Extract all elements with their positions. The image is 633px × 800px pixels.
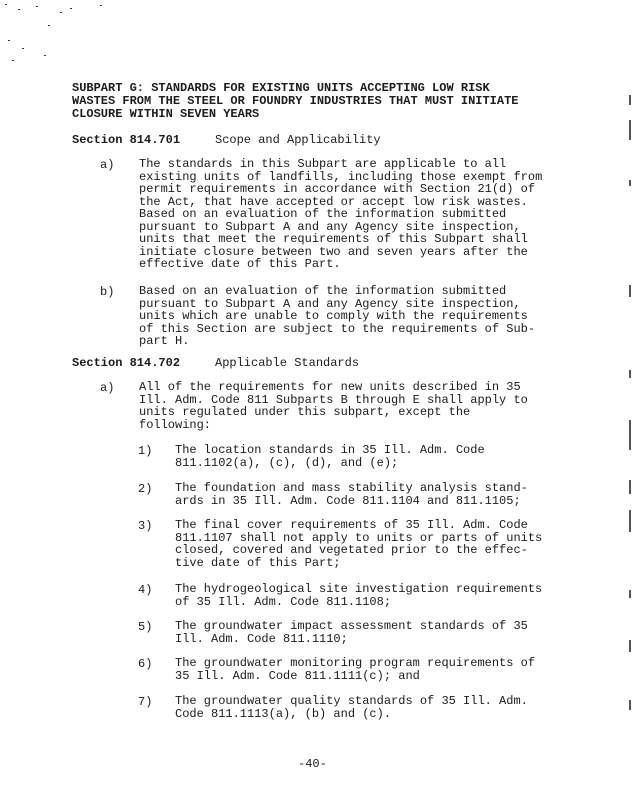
list-item-marker: 4): [138, 583, 153, 597]
paragraph-text: Based on an evaluation of the information submitted pursuant to Subpart A and any Agency site inspection, units which are unable to comply with the requirements of this Section are subject to the requirements of Sub- part H.: [139, 284, 536, 348]
list-item-text: The location standards in 35 Ill. Adm. Code 811.1102(a), (c), (d), and (e);: [175, 443, 485, 470]
paragraph-text: All of the requirements for new units described in 35 Ill. Adm. Code 811 Subparts B through E shall apply to units regulated under this subpart, except the following:: [139, 380, 528, 432]
list-item-text: The hydrogeological site investigation requirements of 35 Ill. Adm. Code 811.1108;: [175, 582, 543, 609]
list-item-marker: 7): [138, 695, 153, 709]
list-item-marker: 3): [138, 519, 153, 533]
section-header: [72, 133, 381, 147]
list-item-marker: 5): [138, 620, 153, 634]
section-number: Section 814.701: [72, 133, 181, 147]
paragraph-marker: b): [100, 285, 115, 299]
paragraph-text: The standards in this Subpart are applicable to all existing units of landfills, including those exempt from permit requirements in accordance with Section 21(d) of the Act, that have accepted or accept low risk wastes. Based on an evaluation of the information submitted pursuant to Subpart A and any Agency site inspection, units that meet the requirements of this Subpart shall initiate closure between two and seven years after the effective date of this Part.: [139, 157, 543, 271]
section-title: Applicable Standards: [215, 356, 360, 370]
list-item-text: The final cover requirements of 35 Ill. Adm. Code 811.1107 shall not apply to units or parts of units closed, covered and vegetated prior to the effec- tive date of this Part;: [175, 518, 543, 570]
paragraph-marker: a): [100, 158, 115, 172]
list-item-text: The groundwater monitoring program requirements of 35 Ill. Adm. Code 811.1111(c); and: [175, 656, 536, 683]
list-item-marker: 2): [138, 482, 153, 496]
list-item-text: The groundwater quality standards of 35 Ill. Adm. Code 811.1113(a), (b) and (c).: [175, 694, 528, 721]
section-number: Section 814.702: [72, 356, 181, 370]
list-item-text: The groundwater impact assessment standards of 35 Ill. Adm. Code 811.1110;: [175, 619, 528, 646]
paragraph-marker: a): [100, 381, 115, 395]
list-item-marker: 6): [138, 657, 153, 671]
subpart-heading: SUBPART G: STANDARDS FOR EXISTING UNITS ACCEPTING LOW RISK WASTES FROM THE STEEL OR FOUNDRY INDUSTRIES THAT MUST INITIATE CLOSURE WITHIN SEVEN YEARS: [72, 81, 519, 121]
list-item-text: The foundation and mass stability analysis stand- ards in 35 Ill. Adm. Code 811.1104 and 811.1105;: [175, 481, 528, 508]
section-title: Scope and Applicability: [215, 133, 381, 147]
list-item-marker: 1): [138, 444, 153, 458]
page-number: -40-: [298, 757, 327, 771]
section-header: [72, 356, 359, 370]
